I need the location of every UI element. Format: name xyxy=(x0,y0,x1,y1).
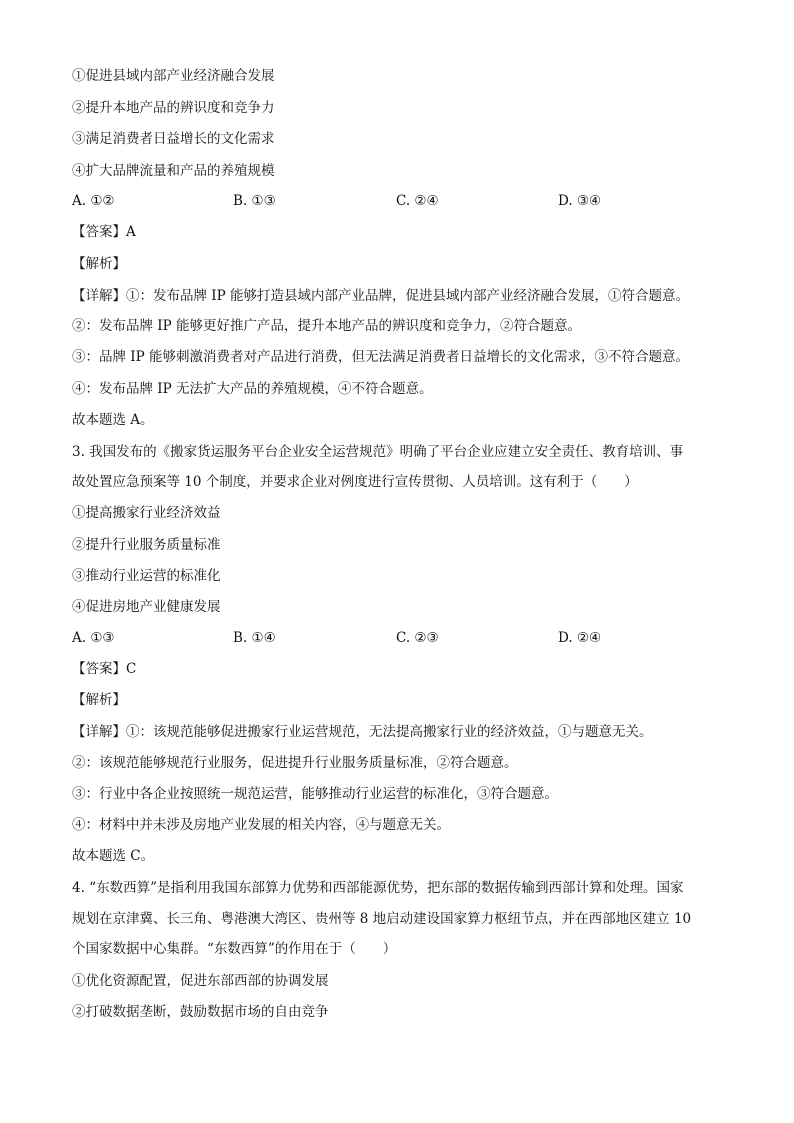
q3-option-d: D. ②④ xyxy=(558,630,602,646)
q2-detail-3: ③：品牌 IP 能够刺激消费者对产品进行消费，但无法满足消费者日益增长的文化需求，③不符合题意。 xyxy=(72,349,689,365)
q3-item-1: ①提高搬家行业经济效益 xyxy=(72,505,221,521)
q3-stem-line-2: 故处置应急预案等 10 个制度，并要求企业对例度进行宣传贯彻、人员培训。这有利于（ ） xyxy=(72,474,638,490)
q2-conclusion: 故本题选 A。 xyxy=(72,412,154,428)
q3-conclusion: 故本题选 C。 xyxy=(72,848,155,864)
q3-option-c: C. ②③ xyxy=(396,630,439,646)
q2-detail-2: ②：发布品牌 IP 能够更好推广产品，提升本地产品的辨识度和竞争力，②符合题意。 xyxy=(72,318,581,334)
q3-stem-line-1: 3. 我国发布的《搬家货运服务平台企业安全运营规范》明确了平台企业应建立安全责任、教育培训、事 xyxy=(72,444,684,460)
q2-option-c: C. ②④ xyxy=(396,193,439,209)
q2-detail-4: ④：发布品牌 IP 无法扩大产品的养殖规模，④不符合题意。 xyxy=(72,381,433,397)
q2-answer: 【答案】A xyxy=(72,224,136,240)
q2-item-1: ①促进县域内部产业经济融合发展 xyxy=(72,68,275,84)
q4-stem-line-2: 规划在京津冀、长三角、粤港澳大湾区、贵州等 8 地启动建设国家算力枢纽节点，并在西部地区建立 10 xyxy=(72,911,692,927)
q3-detail-4: ④：材料中并未涉及房地产业发展的相关内容，④与题意无关。 xyxy=(72,817,450,833)
q4-item-1: ①优化资源配置，促进东部西部的协调发展 xyxy=(72,973,329,989)
q2-option-a: A. ①② xyxy=(72,193,115,209)
q3-item-3: ③推动行业运营的标准化 xyxy=(72,568,221,584)
q3-option-a: A. ①③ xyxy=(72,630,115,646)
q2-option-d: D. ③④ xyxy=(558,193,602,209)
q3-item-4: ④促进房地产业健康发展 xyxy=(72,599,221,615)
q2-item-3: ③满足消费者日益增长的文化需求 xyxy=(72,131,275,147)
q4-item-2: ②打破数据垄断，鼓励数据市场的自由竞争 xyxy=(72,1004,329,1020)
q2-item-4: ④扩大品牌流量和产品的养殖规模 xyxy=(72,163,275,179)
q3-detail-1: 【详解】①：该规范能够促进搬家行业运营规范，无法提高搬家行业的经济效益，①与题意无关。 xyxy=(72,724,653,740)
q3-option-b: B. ①④ xyxy=(233,630,276,646)
q3-detail-3: ③：行业中各企业按照统一规范运营，能够推动行业运营的标准化，③符合题意。 xyxy=(72,786,558,802)
q3-answer: 【答案】C xyxy=(72,661,137,677)
q2-item-2: ②提升本地产品的辨识度和竞争力 xyxy=(72,100,275,116)
q2-detail-1: 【详解】①：发布品牌 IP 能够打造县域内部产业品牌，促进县域内部产业经济融合发展，①符合题意。 xyxy=(72,288,689,304)
q4-stem-line-3: 个国家数据中心集群。“东数西算”的作用在于（ ） xyxy=(72,941,397,957)
q3-analysis-label: 【解析】 xyxy=(72,692,126,708)
q3-item-2: ②提升行业服务质量标准 xyxy=(72,537,221,553)
q3-detail-2: ②：该规范能够规范行业服务，促进提升行业服务质量标准，②符合题意。 xyxy=(72,755,518,771)
q2-analysis-label: 【解析】 xyxy=(72,256,126,272)
q2-option-b: B. ①③ xyxy=(233,193,276,209)
q4-stem-line-1: 4. “东数西算”是指利用我国东部算力优势和西部能源优势，把东部的数据传输到西部计算和处理。国家 xyxy=(72,880,684,896)
